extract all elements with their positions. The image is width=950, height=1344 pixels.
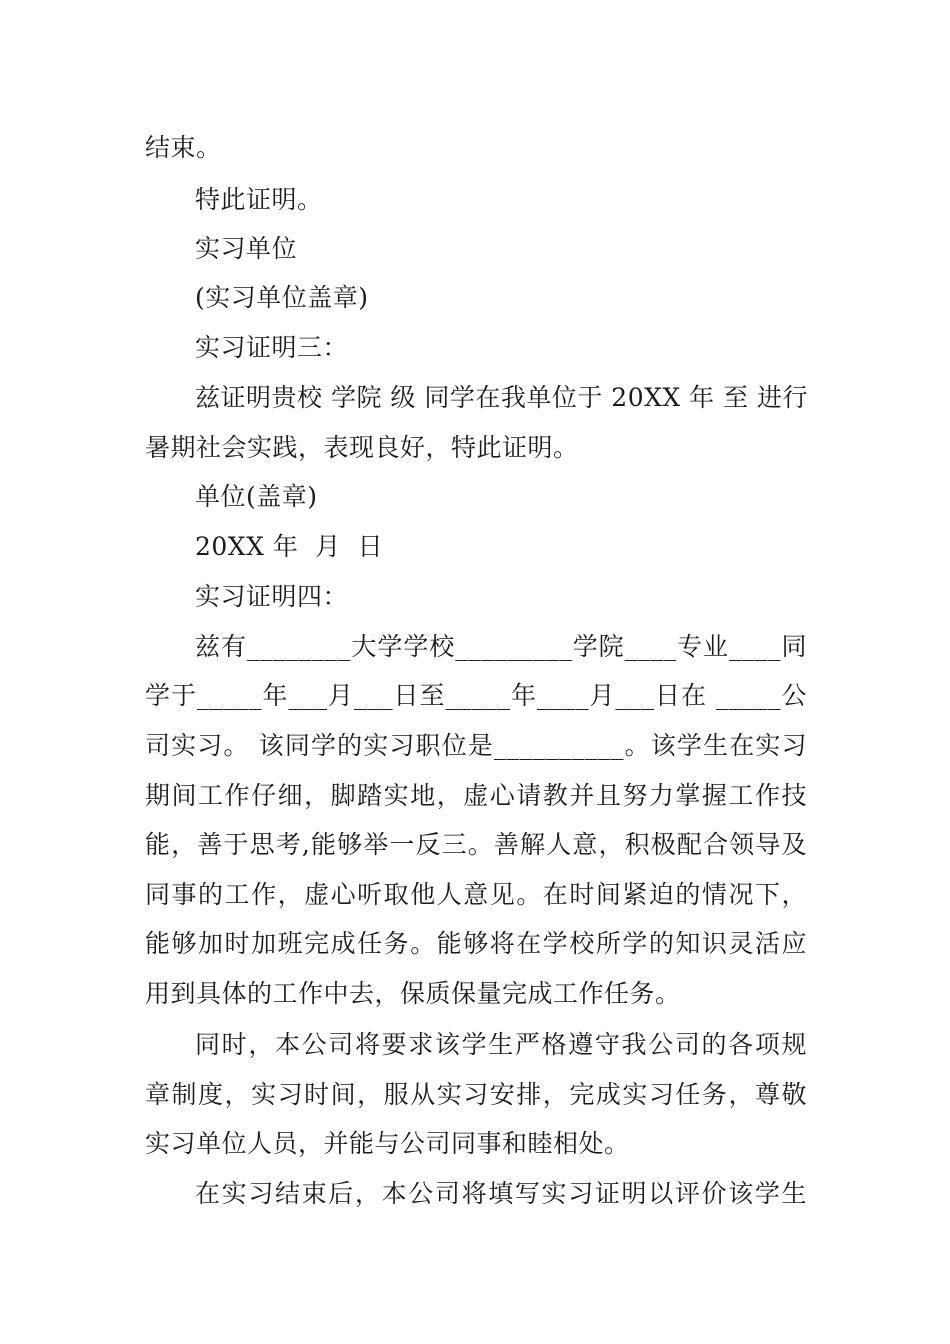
paragraph-line: 结束。 — [145, 133, 222, 162]
paragraph-line: 同时，本公司将要求该学生严格遵守我公司的各项规 — [195, 1030, 807, 1059]
section-heading: 实习证明四： — [195, 582, 349, 611]
paragraph-line: 同事的工作，虚心听取他人意见。在时间紧迫的情况下， — [145, 880, 807, 909]
paragraph-line: 学于_____年___月___日至_____年____月___日在 _____公 — [145, 681, 807, 710]
date-line: 20XX 年 月 日 — [195, 532, 384, 561]
paragraph-line: 特此证明。 — [195, 185, 323, 214]
section-heading: 实习证明三： — [195, 333, 349, 362]
paragraph-line: 实习单位 — [195, 234, 298, 263]
paragraph-line: 司实习。 该同学的实习职位是__________。该学生在实习 — [145, 731, 807, 760]
paragraph-line: 能，善于思考,能够举一反三。善解人意，积极配合领导及 — [145, 830, 807, 859]
paragraph-line: 章制度，实习时间，服从实习安排，完成实习任务，尊敬 — [145, 1080, 807, 1109]
paragraph-line: 在实习结束后，本公司将填写实习证明以评价该学生 — [195, 1179, 807, 1208]
paragraph-line: 用到具体的工作中去，保质保量完成工作任务。 — [145, 979, 681, 1008]
paragraph-line: 期间工作仔细，脚踏实地，虚心请教并且努力掌握工作技 — [145, 781, 807, 810]
paragraph-line: 暑期社会实践，表现良好，特此证明。 — [145, 433, 579, 462]
paragraph-line: 能够加时加班完成任务。能够将在学校所学的知识灵活应 — [145, 929, 807, 958]
paragraph-line: 兹有________大学学校_________学院____专业____同 — [195, 632, 807, 661]
paragraph-line: 单位(盖章) — [195, 482, 318, 511]
paragraph-line: 实习单位人员，并能与公司同事和睦相处。 — [145, 1129, 630, 1158]
paragraph-line: (实习单位盖章) — [195, 283, 369, 312]
paragraph-line: 兹证明贵校 学院 级 同学在我单位于 20XX 年 至 进行 — [195, 383, 809, 412]
